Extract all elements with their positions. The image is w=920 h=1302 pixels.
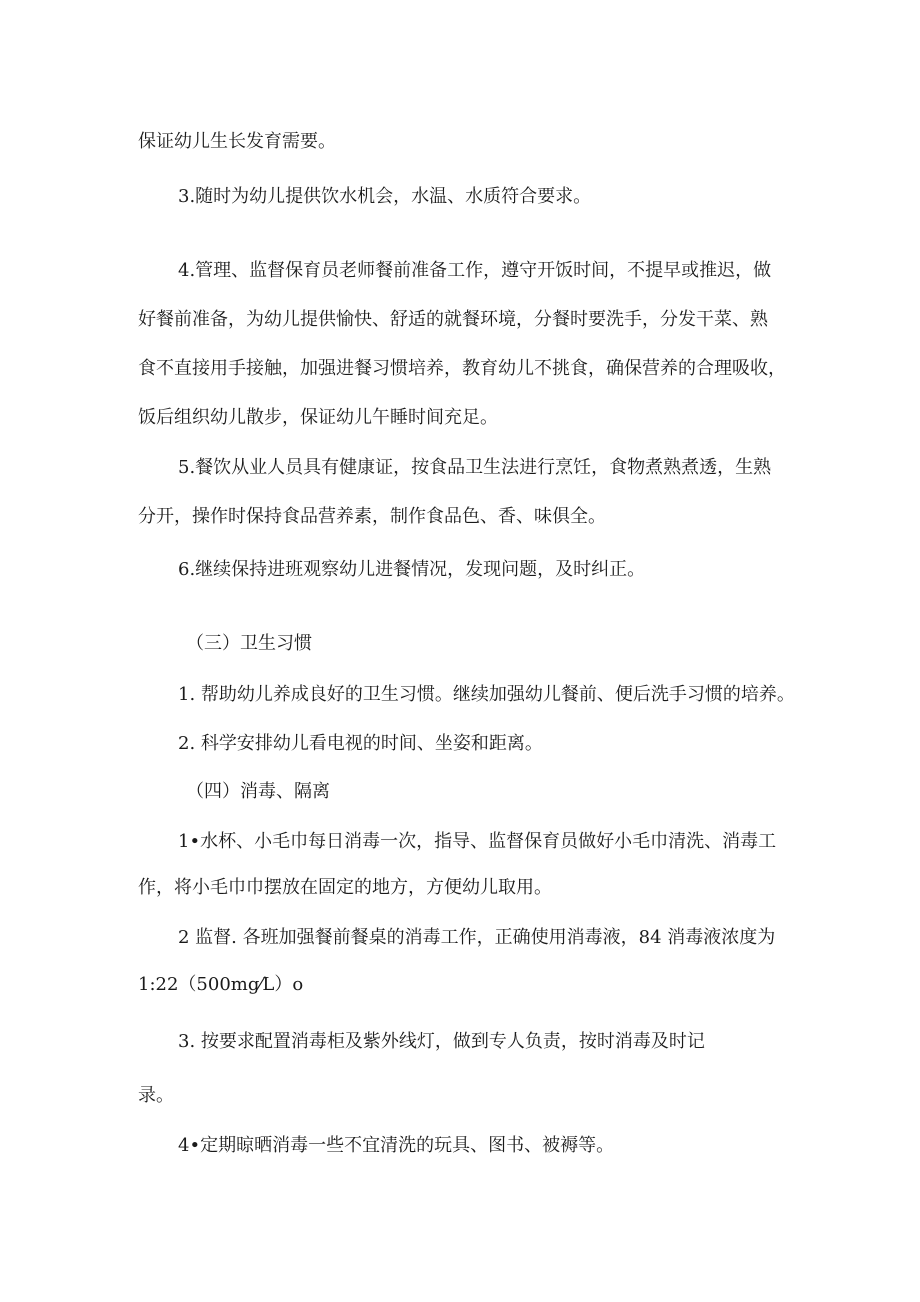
section-heading-hygiene: （三）卫生习惯 [186, 633, 312, 654]
text-line-8: 分开，操作时保持食品营养素，制作食品色、香、味俱全。 [138, 506, 606, 527]
text-line-19: 录。 [138, 1085, 174, 1106]
text-line-17: 1:22（500mg⁄L）o [138, 974, 304, 995]
text-line-14: 1•水杯、小毛巾每日消毒一次，指导、监督保育员做好小毛巾清洗、消毒工 [178, 831, 777, 852]
text-line-1: 保证幼儿生长发育需要。 [138, 131, 336, 152]
section-heading-disinfection: （四）消毒、隔离 [186, 781, 330, 802]
text-line-11: 1. 帮助幼儿养成良好的卫生习惯。继续加强幼儿餐前、便后洗手习惯的培养。 [178, 684, 795, 705]
text-line-3: 4.管理、监督保育员老师餐前准备工作，遵守开饭时间，不提早或推迟，做 [178, 260, 772, 281]
text-line-20: 4•定期晾晒消毒一些不宜清洗的玩具、图书、被褥等。 [178, 1135, 615, 1156]
text-line-12: 2. 科学安排幼儿看电视的时间、坐姿和距离。 [178, 733, 543, 754]
text-line-4: 好餐前准备，为幼儿提供愉快、舒适的就餐环境，分餐时要洗手，分发干菜、熟 [138, 309, 768, 330]
text-line-9: 6.继续保持进班观察幼儿进餐情况，发现问题，及时纠正。 [178, 559, 646, 580]
text-line-6: 饭后组织幼儿散步，保证幼儿午睡时间充足。 [138, 407, 498, 428]
text-line-5: 食不直接用手接触，加强进餐习惯培养，教育幼儿不挑食，确保营养的合理吸收， [138, 358, 786, 379]
text-line-15: 作，将小毛巾巾摆放在固定的地方，方便幼儿取用。 [138, 877, 552, 898]
text-line-18: 3. 按要求配置消毒柜及紫外线灯，做到专人负责，按时消毒及时记 [178, 1031, 705, 1052]
text-line-2: 3.随时为幼儿提供饮水机会，水温、水质符合要求。 [178, 186, 592, 207]
text-line-7: 5.餐饮从业人员具有健康证，按食品卫生法进行烹饪，食物煮熟煮透，生熟 [178, 457, 772, 478]
text-line-16: 2 监督. 各班加强餐前餐桌的消毒工作，正确使用消毒液，84 消毒液浓度为 [178, 927, 776, 948]
